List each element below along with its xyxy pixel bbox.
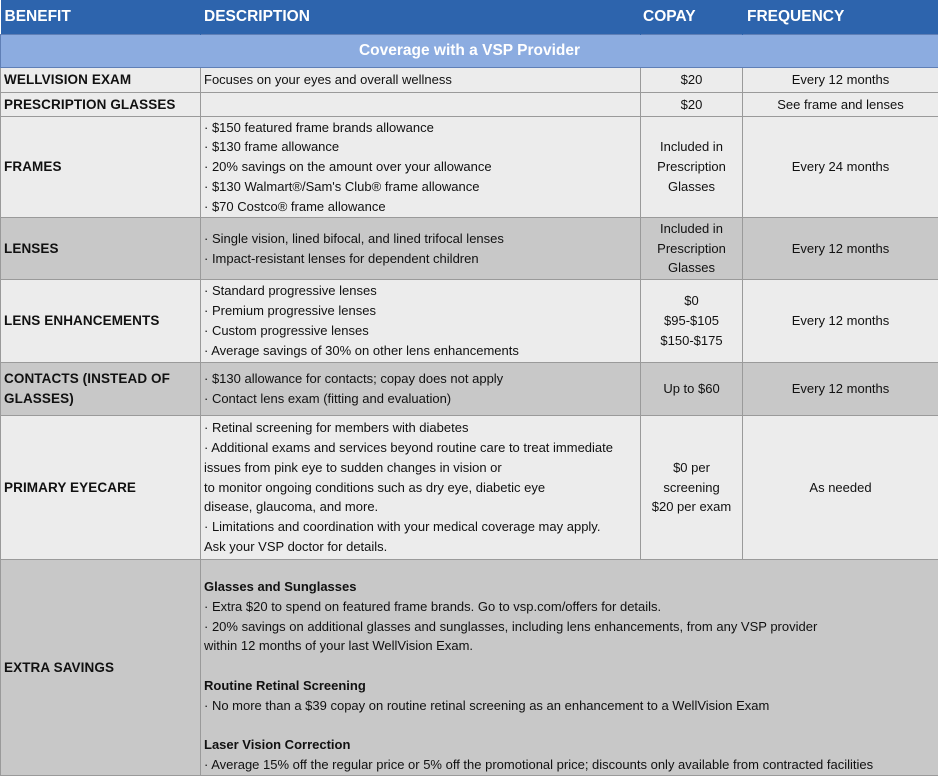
description-line: to monitor ongoing conditions such as dry eye, diabetic eye bbox=[204, 479, 546, 495]
copay-line: Prescription bbox=[657, 159, 726, 175]
description-line: · Retinal screening for members with diabetes bbox=[204, 420, 469, 436]
frequency-cell: Every 12 months bbox=[743, 68, 938, 93]
description-line: · $70 Costco® frame allowance bbox=[204, 198, 386, 214]
description-line: · $130 frame allowance bbox=[204, 139, 340, 155]
coverage-subheader: Coverage with a VSP Provider bbox=[1, 35, 938, 68]
description-line: · 20% savings on the amount over your allowance bbox=[204, 159, 492, 175]
description-line: within 12 months of your last WellVision Exam. bbox=[204, 638, 474, 654]
table-row-lenses bbox=[1, 218, 938, 280]
description-line: · Impact-resistant lenses for dependent children bbox=[204, 250, 479, 266]
description-line: · Average savings of 30% on other lens enhancements bbox=[204, 342, 519, 358]
benefit-line: CONTACTS (INSTEAD OF bbox=[4, 371, 170, 387]
description-line: · $130 allowance for contacts; copay does not apply bbox=[204, 371, 504, 387]
spacer bbox=[204, 716, 935, 736]
description-line: issues from pink eye to sudden changes in vision or bbox=[204, 459, 502, 475]
description-line: · 20% savings on additional glasses and sunglasses, including lens enhancements, from any VSP provider bbox=[204, 618, 818, 634]
coverage-subheader-row bbox=[1, 35, 938, 68]
frequency-cell: Every 12 months bbox=[743, 218, 938, 280]
description-line: · $130 Walmart®/Sam's Club® frame allowance bbox=[204, 178, 480, 194]
benefit-cell: EXTRA SAVINGS bbox=[1, 560, 201, 776]
table-row-lens-enhancements bbox=[1, 280, 938, 363]
header-copay: COPAY bbox=[641, 0, 743, 35]
benefit-cell: PRESCRIPTION GLASSES bbox=[1, 93, 201, 117]
benefit-cell: LENS ENHANCEMENTS bbox=[1, 280, 201, 363]
frequency-cell: Every 12 months bbox=[743, 280, 938, 363]
copay-line: screening bbox=[663, 479, 720, 495]
section-title: Laser Vision Correction bbox=[204, 737, 351, 753]
benefit-cell: PRIMARY EYECARE bbox=[1, 416, 201, 560]
copay-line: $150-$175 bbox=[660, 332, 723, 348]
benefit-cell: WELLVISION EXAM bbox=[1, 68, 201, 93]
description-cell bbox=[201, 280, 641, 363]
table-row-primary-eyecare bbox=[1, 416, 938, 560]
description-cell bbox=[201, 93, 641, 117]
copay-cell bbox=[641, 280, 743, 363]
copay-cell: Up to $60 bbox=[641, 363, 743, 416]
spacer bbox=[204, 656, 935, 676]
benefit-cell: FRAMES bbox=[1, 117, 201, 218]
copay-cell bbox=[641, 218, 743, 280]
description-line: · Standard progressive lenses bbox=[204, 283, 377, 299]
description-line: · Single vision, lined bifocal, and lined trifocal lenses bbox=[204, 230, 504, 246]
copay-cell bbox=[641, 416, 743, 560]
table-header-row bbox=[1, 0, 938, 35]
description-line: · Average 15% off the regular price or 5% off the promotional price; discounts only available from contracted facilities bbox=[204, 757, 874, 773]
copay-cell: $20 bbox=[641, 93, 743, 117]
section-title: Routine Retinal Screening bbox=[204, 677, 366, 693]
copay-line: Glasses bbox=[668, 260, 715, 276]
frequency-cell: As needed bbox=[743, 416, 938, 560]
description-line: Ask your VSP doctor for details. bbox=[204, 538, 388, 554]
section-title: Glasses and Sunglasses bbox=[204, 579, 357, 594]
description-cell bbox=[201, 416, 641, 560]
description-line: · Extra $20 to spend on featured frame brands. Go to vsp.com/offers for details. bbox=[204, 598, 662, 614]
extra-savings-description bbox=[201, 560, 938, 776]
description-line: · Contact lens exam (fitting and evaluation) bbox=[204, 391, 452, 406]
copay-line: $0 bbox=[684, 293, 699, 309]
frequency-cell: Every 12 months bbox=[743, 363, 938, 416]
copay-line: $95-$105 bbox=[664, 313, 719, 329]
description-cell bbox=[201, 363, 641, 416]
description-line: · Custom progressive lenses bbox=[204, 323, 369, 338]
copay-line: $20 per exam bbox=[651, 499, 732, 515]
table-row-prescription-glasses bbox=[1, 93, 938, 117]
frequency-cell: Every 24 months bbox=[743, 117, 938, 218]
description-cell bbox=[201, 117, 641, 218]
description-cell: Focuses on your eyes and overall wellness bbox=[201, 68, 641, 93]
header-frequency: FREQUENCY bbox=[743, 0, 938, 35]
table-row-extra-savings bbox=[1, 560, 938, 776]
table-row-contacts bbox=[1, 363, 938, 416]
header-benefit: BENEFIT bbox=[1, 0, 201, 35]
benefit-cell: LENSES bbox=[1, 218, 201, 280]
description-cell bbox=[201, 218, 641, 280]
description-line: · Limitations and coordination with your medical coverage may apply. bbox=[204, 519, 601, 535]
frequency-cell: See frame and lenses bbox=[743, 93, 938, 117]
copay-line: Glasses bbox=[668, 178, 715, 194]
copay-line: Prescription bbox=[657, 240, 726, 256]
copay-line: $0 per bbox=[673, 459, 710, 475]
benefit-cell bbox=[1, 363, 201, 416]
copay-cell: $20 bbox=[641, 68, 743, 93]
description-line: · $150 featured frame brands allowance bbox=[204, 119, 434, 135]
description-line: disease, glaucoma, and more. bbox=[204, 499, 379, 515]
copay-line: Included in bbox=[660, 139, 723, 155]
description-line: · Premium progressive lenses bbox=[204, 303, 376, 319]
description-line: · No more than a $39 copay on routine retinal screening as an enhancement to a WellVision Exam bbox=[204, 697, 770, 713]
table-row-wellvision-exam bbox=[1, 68, 938, 93]
table-row-frames bbox=[1, 117, 938, 218]
copay-line: Included in bbox=[660, 220, 723, 236]
benefit-line: GLASSES) bbox=[4, 391, 74, 406]
copay-cell bbox=[641, 117, 743, 218]
header-description: DESCRIPTION bbox=[201, 0, 641, 35]
description-line: · Additional exams and services beyond routine care to treat immediate bbox=[204, 440, 613, 455]
